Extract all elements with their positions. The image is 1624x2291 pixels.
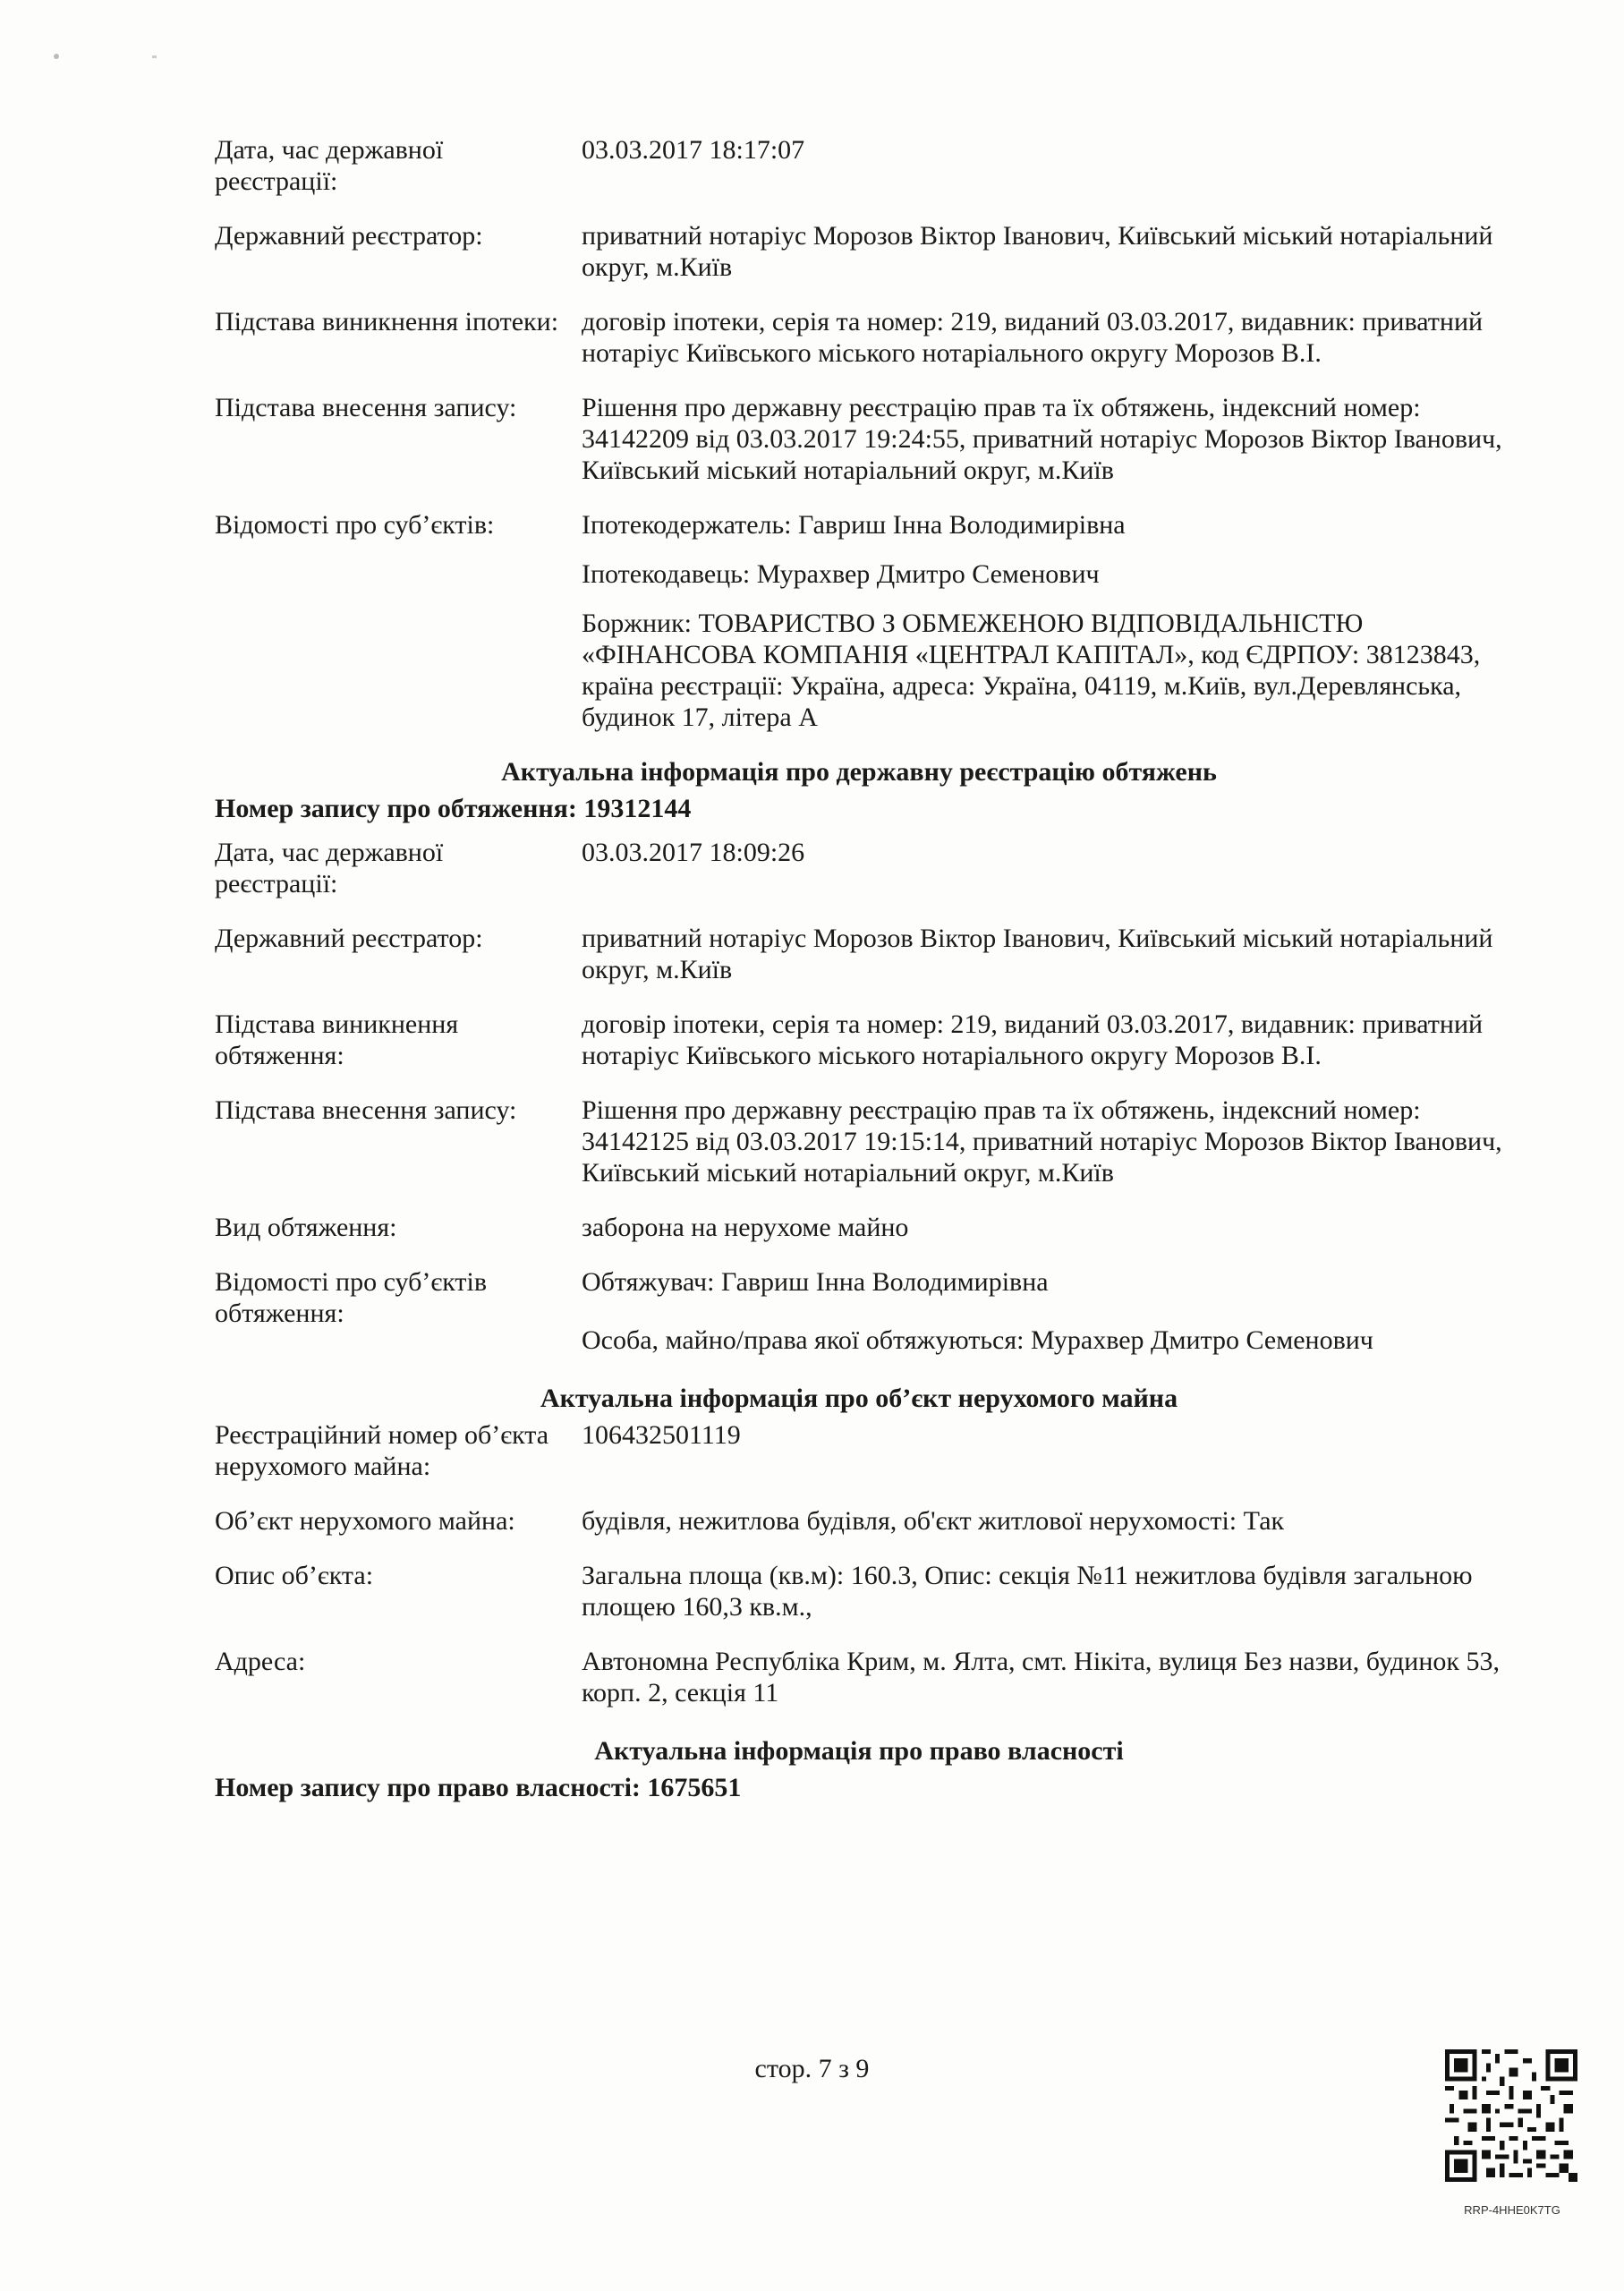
field-label: Опис об’єкта: <box>215 1561 374 1590</box>
field-value <box>582 306 1503 369</box>
property-section-title: Актуальна інформація про об’єкт нерухомого майна <box>540 1384 1178 1413</box>
field-label: Підстава внесення запису: <box>215 1095 517 1125</box>
mortgage-details-block <box>215 134 1503 733</box>
field-value <box>582 392 1503 486</box>
field-row <box>215 1419 1503 1482</box>
field-label: Підстава виникнення обтяження: <box>215 1009 459 1070</box>
field-value-text: Загальна площа (кв.м): 160.3, Опис: секція №11 нежитлова будівля загальною площею 160,3 кв.м., <box>582 1561 1473 1622</box>
encumbrance-section-title: Актуальна інформація про державну реєстрацію обтяжень <box>501 757 1217 787</box>
scan-artifact <box>152 55 157 58</box>
field-value-text: 106432501119 <box>582 1420 741 1450</box>
mortgagor-text: Іпотекодавець: Мурахвер Дмитро Семенович <box>582 559 1100 589</box>
field-label: Об’єкт нерухомого майна: <box>215 1506 515 1536</box>
field-label: Державний реєстратор: <box>215 924 483 953</box>
ownership-record-number: Номер запису про право власності: 1675651 <box>215 1773 742 1802</box>
qr-block <box>1445 2049 1579 2217</box>
field-row <box>215 1266 1503 1356</box>
field-row <box>215 220 1503 283</box>
field-value <box>582 220 1503 283</box>
field-value-text: будівля, нежитлова будівля, об'єкт житлової нерухомості: Так <box>582 1506 1285 1536</box>
field-label: Підстава виникнення іпотеки: <box>215 307 559 336</box>
field-value <box>582 1646 1503 1708</box>
qr-code-icon <box>1445 2049 1577 2182</box>
field-row <box>215 1212 1503 1243</box>
field-row <box>215 1560 1503 1622</box>
field-label: Дата, час державної реєстрації: <box>215 838 444 899</box>
field-row <box>215 134 1503 197</box>
field-row <box>215 509 1503 733</box>
scan-artifact <box>54 54 59 59</box>
field-value-text: Рішення про державну реєстрацію прав та їх обтяжень, індексний номер: 34142125 від 03.03.2017 19:15:14, приватний нотаріус Морозов Віктор Іванович, Київський міський нотаріальний округ, м.Київ <box>582 1095 1502 1188</box>
field-value-text: Рішення про державну реєстрацію прав та їх обтяжень, індексний номер: 34142209 від 03.03.2017 19:24:55, приватний нотаріус Морозов Віктор Іванович, Київський міський нотаріальний округ, м.Київ <box>582 393 1502 485</box>
field-value-text: заборона на нерухоме майно <box>582 1213 909 1242</box>
field-row <box>215 1009 1503 1071</box>
field-label: Реєстраційний номер об’єкта нерухомого майна: <box>215 1420 549 1481</box>
field-row <box>215 923 1503 985</box>
field-value-text: договір іпотеки, серія та номер: 219, виданий 03.03.2017, видавник: приватний нотаріус Київського міського нотаріального округу Морозов В.І. <box>582 307 1484 368</box>
field-label: Державний реєстратор: <box>215 221 483 251</box>
page-number: стор. 7 з 9 <box>754 2054 870 2083</box>
field-value <box>582 1212 1503 1243</box>
field-value-text: приватний нотаріус Морозов Віктор Іванович, Київський міський нотаріальний округ, м.Київ <box>582 221 1493 282</box>
field-value <box>582 1505 1503 1537</box>
field-value <box>582 134 1503 197</box>
encumbrancer-text: Обтяжувач: Гавриш Інна Володимирівна <box>582 1267 1049 1297</box>
field-value <box>582 509 1503 733</box>
field-value-text: приватний нотаріус Морозов Віктор Іванович, Київський міський нотаріальний округ, м.Київ <box>582 924 1493 984</box>
field-label: Відомості про суб’єктів: <box>215 510 495 540</box>
debtor-text: Боржник: ТОВАРИСТВО З ОБМЕЖЕНОЮ ВІДПОВІДАЛЬНІСТЮ «ФІНАНСОВА КОМПАНІЯ «ЦЕНТРАЛ КАПІТАЛ», код ЄДРПОУ: 38123843, країна реєстрації: Україна, адреса: Україна, 04119, м.Київ, вул.Деревлянська, будинок 17, літера А <box>582 609 1481 732</box>
field-label: Адреса: <box>215 1647 306 1676</box>
field-label: Відомості про суб’єктів обтяження: <box>215 1267 488 1328</box>
field-value-text: 03.03.2017 18:17:07 <box>582 135 805 165</box>
field-value-text: 03.03.2017 18:09:26 <box>582 838 805 867</box>
field-value-text: Автономна Республіка Крим, м. Ялта, смт. Нікіта, вулиця Без назви, будинок 53, корп. 2, секція 11 <box>582 1647 1500 1708</box>
field-value <box>582 923 1503 985</box>
mortgagee-text: Іпотекодержатель: Гавриш Інна Володимирівна <box>582 510 1126 540</box>
field-value <box>582 1009 1503 1071</box>
property-details-block <box>215 1419 1503 1708</box>
field-row <box>215 1505 1503 1537</box>
field-row <box>215 1646 1503 1708</box>
field-label: Підстава внесення запису: <box>215 393 517 422</box>
qr-code-text: RRP-4HHE0K7TG <box>1464 2203 1560 2217</box>
encumbrance-record-number: Номер запису про обтяження: 19312144 <box>215 794 692 823</box>
field-value <box>582 837 1503 899</box>
field-value-text: договір іпотеки, серія та номер: 219, виданий 03.03.2017, видавник: приватний нотаріус Київського міського нотаріального округу Морозов В.І. <box>582 1009 1484 1070</box>
ownership-section-title: Актуальна інформація про право власності <box>594 1736 1124 1766</box>
field-row <box>215 837 1503 899</box>
encumbered-person-text: Особа, майно/права якої обтяжуються: Мурахвер Дмитро Семенович <box>582 1325 1373 1355</box>
field-value <box>582 1266 1503 1356</box>
field-label: Вид обтяження: <box>215 1213 397 1242</box>
document-content <box>215 134 1503 1816</box>
field-label: Дата, час державної реєстрації: <box>215 135 444 196</box>
field-row <box>215 392 1503 486</box>
encumbrance-details-block <box>215 837 1503 1356</box>
field-row <box>215 306 1503 369</box>
field-value <box>582 1560 1503 1622</box>
field-value <box>582 1419 1503 1482</box>
field-row <box>215 1094 1503 1188</box>
field-value <box>582 1094 1503 1188</box>
